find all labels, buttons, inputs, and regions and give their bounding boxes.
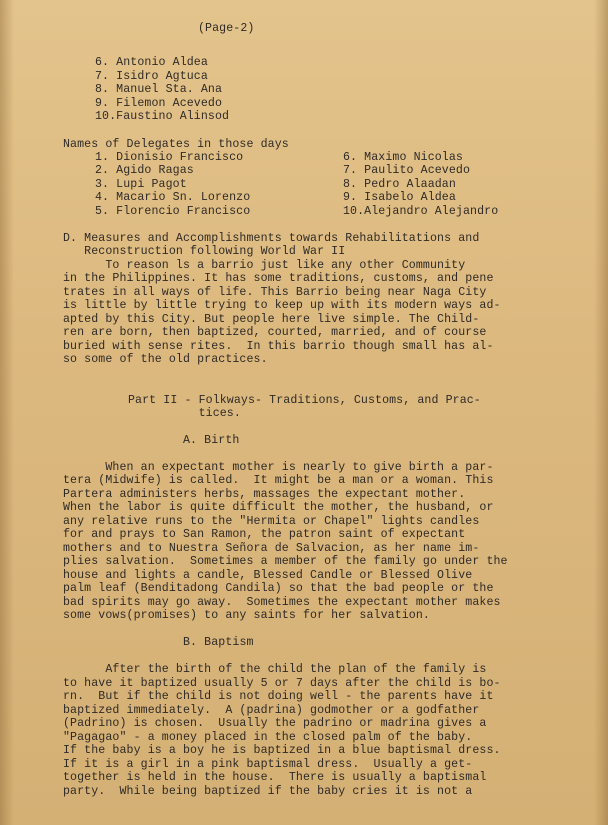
text-line: rn. But if the child is not doing well - the parents have it xyxy=(63,690,494,703)
text-line: any relative runs to the "Hermita or Chapel" lights candles xyxy=(63,515,480,528)
text-line: buried with sense rites. In this barrio though small has al- xyxy=(63,340,494,353)
list-item: 2. Agido Ragas xyxy=(95,164,194,177)
text-line: Partera administers herbs, massages the expectant mother. xyxy=(63,488,466,501)
list-item: 8. Pedro Alaadan xyxy=(343,178,456,191)
list-item: 10.Alejandro Alejandro xyxy=(343,205,499,218)
heading-line: D. Measures and Accomplishments towards Rehabilitations and xyxy=(63,232,480,245)
text-line: If it is a girl in a pink baptismal dress. Usually a get- xyxy=(63,758,473,771)
text-line: palm leaf (Benditadong Candila) so that the bad people or the xyxy=(63,582,494,595)
list-item: 9. Isabelo Aldea xyxy=(343,191,456,204)
list-item: 9. Filemon Acevedo xyxy=(95,97,223,110)
text-line: for and prays to San Ramon, the patron saint of expectant xyxy=(63,528,466,541)
text-line: If the baby is a boy he is baptized in a blue baptismal dress. xyxy=(63,744,501,757)
text-line: trates in all ways of life. This Barrio being near Naga City xyxy=(63,286,487,299)
list-item: 10.Faustino Alinsod xyxy=(95,110,230,123)
text-line: to have it baptized usually 5 or 7 days after the child is bo- xyxy=(63,677,501,690)
text-line: After the birth of the child the plan of the family is xyxy=(63,663,487,676)
text-line: ren are born, then baptized, courted, married, and of course xyxy=(63,326,487,339)
delegates-title: Names of Delegates in those days xyxy=(63,138,289,151)
text-line: some vows(promises) to any saints for her salvation. xyxy=(63,609,430,622)
list-item: 3. Lupi Pagot xyxy=(95,178,187,191)
page-edge-right xyxy=(594,0,608,825)
list-item: 7. Isidro Agtuca xyxy=(95,70,208,83)
list-item: 8. Manuel Sta. Ana xyxy=(95,83,223,96)
heading-line: Reconstruction following World War II xyxy=(63,245,346,258)
text-line: so some of the old practices. xyxy=(63,353,268,366)
text-line: "Pagagao" - a money placed in the closed palm of the baby. xyxy=(63,731,473,744)
text-line: is little by little trying to keep up with its modern ways ad- xyxy=(63,299,501,312)
text-line: bad spirits may go away. Sometimes the expectant mother makes xyxy=(63,596,501,609)
text-line: When an expectant mother is nearly to give birth a par- xyxy=(63,461,494,474)
text-line: To reason ls a barrio just like any other Community xyxy=(63,259,466,272)
text-line: in the Philippines. It has some traditions, customs, and pene xyxy=(63,272,494,285)
list-item: 6. Maximo Nicolas xyxy=(343,151,463,164)
list-item: 1. Dionisio Francisco xyxy=(95,151,244,164)
heading-line: tices. xyxy=(128,407,241,420)
list-item: 5. Florencio Francisco xyxy=(95,205,251,218)
text-line: baptized immediately. A (padrina) godmother or a godfather xyxy=(63,704,480,717)
text-line: (Padrino) is chosen. Usually the padrino or madrina gives a xyxy=(63,717,487,730)
text-line: When the labor is quite difficult the mother, the husband, or xyxy=(63,501,494,514)
baptism-heading: B. Baptism xyxy=(183,636,254,649)
text-line: together is held in the house. There is usually a baptismal xyxy=(63,771,487,784)
heading-line: Part II - Folkways- Traditions, Customs, and Prac- xyxy=(128,394,481,407)
page-header: (Page-2) xyxy=(198,22,255,35)
list-item: 6. Antonio Aldea xyxy=(95,56,208,69)
text-line: party. While being baptized if the baby cries it is not a xyxy=(63,785,473,798)
list-item: 7. Paulito Acevedo xyxy=(343,164,471,177)
text-line: plies salvation. Sometimes a member of the family go under the xyxy=(63,555,508,568)
page-edge-left xyxy=(0,0,14,825)
text-line: house and lights a candle, Blessed Candle or Blessed Olive xyxy=(63,569,473,582)
list-item: 4. Macario Sn. Lorenzo xyxy=(95,191,251,204)
birth-heading: A. Birth xyxy=(183,434,240,447)
text-line: tera (Midwife) is called. It might be a man or a woman. This xyxy=(63,474,494,487)
text-line: apted by this City. But people here live simple. The Child- xyxy=(63,313,480,326)
text-line: mothers and to Nuestra Señora de Salvacion, as her name im- xyxy=(63,542,480,555)
